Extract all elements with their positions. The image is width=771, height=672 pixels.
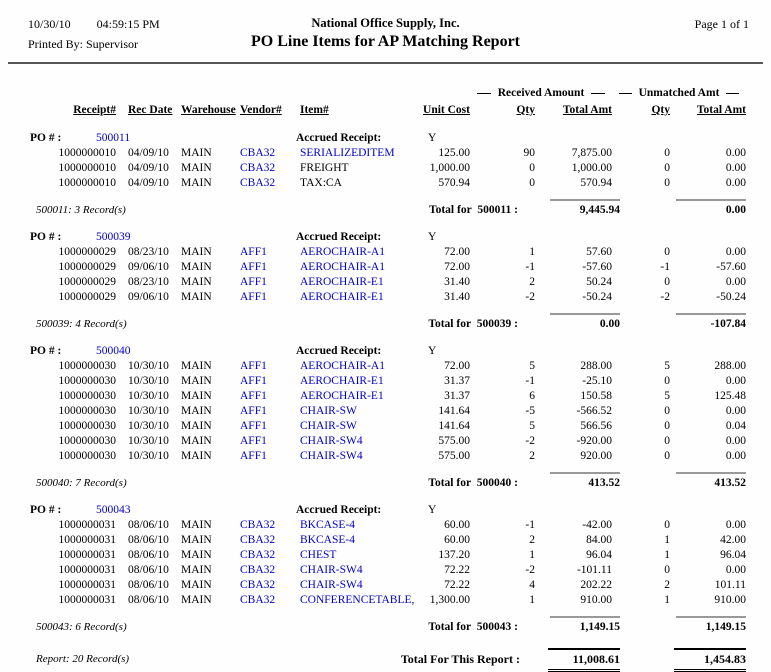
- col-header-rec-date: Rec Date: [128, 104, 173, 116]
- col-header-vendor: Vendor#: [240, 104, 282, 116]
- warehouse-cell: MAIN: [181, 162, 212, 174]
- po-total-unmatched-wrap: [620, 199, 746, 217]
- rec-date-cell: 08/23/10: [128, 276, 169, 288]
- received-total-cell: 96.04: [586, 549, 612, 561]
- po-total-received-wrap: [518, 199, 620, 217]
- unit-cost-cell: 31.37: [444, 375, 470, 387]
- receipt-cell: 1000000030: [58, 390, 116, 402]
- table-row: [28, 563, 746, 578]
- accrued-receipt-value: Y: [428, 132, 437, 144]
- warehouse-cell: MAIN: [181, 435, 212, 447]
- receipt-cell: 1000000029: [58, 276, 116, 288]
- received-total-cell: 7,875.00: [571, 147, 612, 159]
- unmatched-qty-cell: 5: [664, 360, 670, 372]
- unit-cost-cell: 60.00: [444, 519, 470, 531]
- receipt-cell: 1000000031: [58, 549, 116, 561]
- item-link[interactable]: CHAIR-SW: [300, 420, 357, 432]
- vendor-link[interactable]: CBA32: [240, 519, 276, 531]
- receipt-cell: 1000000029: [58, 261, 116, 273]
- received-amount-group-header: Received Amount: [470, 86, 612, 100]
- accrued-receipt-label: Accrued Receipt:: [296, 231, 382, 243]
- unit-cost-cell: 1,000.00: [429, 162, 470, 174]
- vendor-link[interactable]: AFF1: [240, 420, 267, 432]
- unit-cost-cell: 31.40: [444, 276, 470, 288]
- unit-cost-cell: 1,300.00: [429, 594, 470, 606]
- vendor-link[interactable]: CBA32: [240, 534, 276, 546]
- report-record-count: Report: 20 Record(s): [36, 653, 130, 665]
- table-row: [28, 245, 746, 260]
- accrued-receipt-value: Y: [428, 504, 437, 516]
- item-link[interactable]: AEROCHAIR-E1: [300, 291, 384, 303]
- company-name: National Office Supply, Inc.: [311, 16, 460, 30]
- unmatched-qty-cell: 0: [664, 435, 670, 447]
- received-qty-cell: -1: [525, 519, 535, 531]
- table-row: [28, 275, 746, 290]
- rec-date-cell: 10/30/10: [128, 360, 169, 372]
- table-row: [28, 419, 746, 434]
- warehouse-cell: MAIN: [181, 564, 212, 576]
- po-total-row: [28, 612, 746, 634]
- received-qty-cell: 0: [529, 177, 535, 189]
- rec-date-cell: 10/30/10: [128, 375, 169, 387]
- receipt-cell: 1000000030: [58, 360, 116, 372]
- unit-cost-cell: 72.00: [444, 261, 470, 273]
- report-header: [0, 0, 771, 50]
- header-rule: [8, 62, 763, 64]
- printed-by: Printed By: Supervisor: [28, 37, 138, 51]
- po-number-link[interactable]: 500011: [96, 132, 131, 144]
- unmatched-qty-cell: 0: [664, 246, 670, 258]
- rec-date-cell: 09/06/10: [128, 291, 169, 303]
- po-number-link[interactable]: 500043: [96, 504, 131, 516]
- warehouse-cell: MAIN: [181, 261, 212, 273]
- warehouse-cell: MAIN: [181, 450, 212, 462]
- unit-cost-cell: 31.40: [444, 291, 470, 303]
- warehouse-cell: MAIN: [181, 390, 212, 402]
- item-link[interactable]: BKCASE-4: [300, 534, 355, 546]
- unmatched-total-cell: 0.00: [725, 162, 746, 174]
- unit-cost-cell: 570.94: [438, 177, 470, 189]
- received-qty-cell: 4: [529, 579, 535, 591]
- rec-date-cell: 08/06/10: [128, 564, 169, 576]
- po-header-row: [28, 502, 746, 518]
- po-total-unmatched-wrap: [620, 616, 746, 634]
- unit-cost-cell: 575.00: [438, 435, 470, 447]
- receipt-cell: 1000000031: [58, 579, 116, 591]
- warehouse-cell: MAIN: [181, 360, 212, 372]
- receipt-cell: 1000000031: [58, 519, 116, 531]
- received-total-cell: -566.52: [576, 405, 612, 417]
- vendor-link[interactable]: AFF1: [240, 291, 267, 303]
- warehouse-cell: MAIN: [181, 519, 212, 531]
- unmatched-amt-group-header: Unmatched Amt: [612, 86, 746, 100]
- po-number-label: PO # :: [30, 132, 62, 144]
- unit-cost-cell: 125.00: [438, 147, 470, 159]
- po-record-count: 500039: 4 Record(s): [36, 318, 127, 330]
- warehouse-cell: MAIN: [181, 291, 212, 303]
- item-link[interactable]: CHEST: [300, 549, 337, 561]
- col-header-unmatched-qty: Qty: [651, 104, 670, 116]
- receipt-cell: 1000000030: [58, 375, 116, 387]
- unmatched-total-cell: 0.00: [725, 375, 746, 387]
- received-total-cell: 920.00: [580, 450, 612, 462]
- table-row: [28, 176, 746, 191]
- col-header-received-qty: Qty: [516, 104, 535, 116]
- warehouse-cell: MAIN: [181, 375, 212, 387]
- po-header-row: [28, 229, 746, 245]
- unit-cost-cell: 141.64: [438, 405, 470, 417]
- unmatched-qty-cell: -2: [660, 291, 670, 303]
- po-total-received: 413.52: [550, 472, 620, 490]
- rec-date-cell: 10/30/10: [128, 450, 169, 462]
- item-link[interactable]: AEROCHAIR-A1: [300, 246, 385, 258]
- unmatched-total-cell: 0.04: [725, 420, 746, 432]
- po-record-count: 500011: 3 Record(s): [36, 204, 126, 216]
- po-number-label: PO # :: [30, 231, 62, 243]
- received-total-cell: 288.00: [580, 360, 612, 372]
- item-link[interactable]: CHAIR-SW: [300, 405, 357, 417]
- item-cell: TAX:CA: [300, 177, 342, 189]
- warehouse-cell: MAIN: [181, 534, 212, 546]
- receipt-cell: 1000000029: [58, 246, 116, 258]
- item-link[interactable]: CHAIR-SW4: [300, 450, 363, 462]
- received-total-cell: 57.60: [586, 246, 612, 258]
- unmatched-qty-cell: 0: [664, 405, 670, 417]
- item-link[interactable]: BKCASE-4: [300, 519, 355, 531]
- unit-cost-cell: 72.00: [444, 246, 470, 258]
- report-total-unmatched: 1,454.83: [674, 648, 746, 672]
- po-total-label: Total for 500043 :: [428, 621, 518, 633]
- received-total-cell: 570.94: [580, 177, 612, 189]
- received-qty-cell: -1: [525, 375, 535, 387]
- col-header-receipt: Receipt#: [73, 104, 116, 116]
- table-row: [28, 533, 746, 548]
- item-link[interactable]: AEROCHAIR-A1: [300, 360, 385, 372]
- vendor-link[interactable]: AFF1: [240, 261, 267, 273]
- unmatched-total-cell: -50.24: [716, 291, 746, 303]
- vendor-link[interactable]: CBA32: [240, 579, 276, 591]
- rec-date-cell: 08/06/10: [128, 519, 169, 531]
- unmatched-qty-cell: 1: [664, 594, 670, 606]
- unmatched-qty-cell: 0: [664, 450, 670, 462]
- unmatched-total-cell: 0.00: [725, 435, 746, 447]
- rec-date-cell: 04/09/10: [128, 162, 169, 174]
- vendor-link[interactable]: AFF1: [240, 450, 267, 462]
- rec-date-cell: 10/30/10: [128, 420, 169, 432]
- po-header-row: [28, 343, 746, 359]
- unit-cost-cell: 137.20: [438, 549, 470, 561]
- rec-date-cell: 08/23/10: [128, 246, 169, 258]
- rec-date-cell: 08/06/10: [128, 594, 169, 606]
- received-total-cell: -42.00: [582, 519, 612, 531]
- received-total-cell: -50.24: [582, 291, 612, 303]
- unit-cost-cell: 141.64: [438, 420, 470, 432]
- po-total-unmatched: -107.84: [676, 313, 746, 331]
- po-total-label: Total for 500039 :: [428, 318, 518, 330]
- received-total-cell: -101.11: [576, 564, 612, 576]
- received-qty-cell: 6: [529, 390, 535, 402]
- vendor-link[interactable]: AFF1: [240, 435, 267, 447]
- unmatched-qty-cell: 1: [664, 534, 670, 546]
- receipt-cell: 1000000031: [58, 594, 116, 606]
- unmatched-total-cell: 0.00: [725, 177, 746, 189]
- po-number-label: PO # :: [30, 345, 62, 357]
- unmatched-total-cell: 0.00: [725, 519, 746, 531]
- item-link[interactable]: CHAIR-SW4: [300, 435, 363, 447]
- accrued-receipt-label: Accrued Receipt:: [296, 345, 382, 357]
- received-qty-cell: 0: [529, 162, 535, 174]
- unmatched-total-cell: 42.00: [720, 534, 746, 546]
- unmatched-qty-cell: 0: [664, 564, 670, 576]
- po-total-received-wrap: [518, 616, 620, 634]
- accrued-receipt-label: Accrued Receipt:: [296, 504, 382, 516]
- po-total-received-wrap: [518, 313, 620, 331]
- table-row: [28, 449, 746, 464]
- unmatched-total-cell: 125.48: [714, 390, 746, 402]
- received-qty-cell: -1: [525, 261, 535, 273]
- table-row: [28, 146, 746, 161]
- unmatched-total-cell: 0.00: [725, 405, 746, 417]
- vendor-link[interactable]: CBA32: [240, 594, 276, 606]
- unmatched-qty-cell: 1: [664, 549, 670, 561]
- table-row: [28, 260, 746, 275]
- unmatched-total-cell: 0.00: [725, 564, 746, 576]
- unmatched-qty-cell: 0: [664, 147, 670, 159]
- po-record-count: 500043: 6 Record(s): [36, 621, 127, 633]
- unmatched-qty-cell: -1: [660, 261, 670, 273]
- col-header-unmatched-total: Total Amt: [696, 104, 746, 116]
- accrued-receipt-value: Y: [428, 345, 437, 357]
- vendor-link[interactable]: AFF1: [240, 360, 267, 372]
- vendor-link[interactable]: CBA32: [240, 177, 276, 189]
- item-link[interactable]: AEROCHAIR-E1: [300, 375, 384, 387]
- po-total-unmatched-wrap: [620, 472, 746, 490]
- unit-cost-cell: 72.00: [444, 360, 470, 372]
- item-cell: FREIGHT: [300, 162, 349, 174]
- unmatched-total-cell: 0.00: [725, 147, 746, 159]
- vendor-link[interactable]: AFF1: [240, 375, 267, 387]
- po-total-unmatched: 413.52: [676, 472, 746, 490]
- received-total-cell: 150.58: [580, 390, 612, 402]
- unit-cost-cell: 60.00: [444, 534, 470, 546]
- rec-date-cell: 10/30/10: [128, 390, 169, 402]
- table-row: [28, 548, 746, 563]
- unmatched-total-cell: 96.04: [720, 549, 746, 561]
- received-qty-cell: 1: [529, 594, 535, 606]
- warehouse-cell: MAIN: [181, 594, 212, 606]
- received-qty-cell: 90: [523, 147, 535, 159]
- received-total-cell: 50.24: [586, 276, 612, 288]
- vendor-link[interactable]: CBA32: [240, 147, 276, 159]
- po-total-row: [28, 309, 746, 331]
- receipt-cell: 1000000010: [58, 162, 116, 174]
- received-qty-cell: -2: [525, 291, 535, 303]
- rec-date-cell: 10/30/10: [128, 405, 169, 417]
- receipt-cell: 1000000029: [58, 291, 116, 303]
- item-link[interactable]: CHAIR-SW4: [300, 579, 363, 591]
- item-link[interactable]: AEROCHAIR-A1: [300, 261, 385, 273]
- col-header-unit-cost: Unit Cost: [423, 104, 470, 116]
- warehouse-cell: MAIN: [181, 405, 212, 417]
- received-total-cell: -920.00: [576, 435, 612, 447]
- po-total-label: Total for 500011 :: [428, 204, 518, 216]
- po-record-count: 500040: 7 Record(s): [36, 477, 127, 489]
- received-qty-cell: 5: [529, 360, 535, 372]
- received-qty-cell: 5: [529, 420, 535, 432]
- vendor-link[interactable]: CBA32: [240, 162, 276, 174]
- report-total-row: [28, 648, 746, 672]
- received-qty-cell: -2: [525, 435, 535, 447]
- table-row: [28, 389, 746, 404]
- item-link[interactable]: CONFERENCETABLE,: [300, 594, 415, 606]
- rec-date-cell: 08/06/10: [128, 534, 169, 546]
- table-row: [28, 578, 746, 593]
- po-number-link[interactable]: 500039: [96, 231, 131, 243]
- table-row: [28, 593, 746, 608]
- receipt-cell: 1000000030: [58, 435, 116, 447]
- receipt-cell: 1000000010: [58, 147, 116, 159]
- vendor-link[interactable]: CBA32: [240, 549, 276, 561]
- unmatched-qty-cell: 0: [664, 162, 670, 174]
- warehouse-cell: MAIN: [181, 177, 212, 189]
- received-total-cell: 566.56: [580, 420, 612, 432]
- receipt-cell: 1000000031: [58, 564, 116, 576]
- received-qty-cell: 1: [529, 549, 535, 561]
- amount-group-header-row: [28, 86, 746, 100]
- vendor-link[interactable]: AFF1: [240, 405, 267, 417]
- po-total-received-wrap: [518, 472, 620, 490]
- received-total-cell: 1,000.00: [571, 162, 612, 174]
- rec-date-cell: 09/06/10: [128, 261, 169, 273]
- rec-date-cell: 04/09/10: [128, 177, 169, 189]
- po-total-unmatched: 1,149.15: [676, 616, 746, 634]
- unmatched-total-cell: 0.00: [725, 450, 746, 462]
- unmatched-qty-cell: 0: [664, 519, 670, 531]
- po-total-row: [28, 195, 746, 217]
- po-number-label: PO # :: [30, 504, 62, 516]
- item-link[interactable]: CHAIR-SW4: [300, 564, 363, 576]
- item-link[interactable]: AEROCHAIR-E1: [300, 276, 384, 288]
- print-time: 04:59:15 PM: [96, 17, 160, 31]
- po-total-label: Total for 500040 :: [428, 477, 518, 489]
- received-qty-cell: 2: [529, 450, 535, 462]
- page-number: Page 1 of 1: [694, 17, 749, 31]
- po-total-unmatched-wrap: [620, 313, 746, 331]
- received-total-cell: 84.00: [586, 534, 612, 546]
- column-header-row: [28, 103, 746, 118]
- table-row: [28, 434, 746, 449]
- unmatched-qty-cell: 2: [664, 579, 670, 591]
- po-header-row: [28, 130, 746, 146]
- receipt-cell: 1000000031: [58, 534, 116, 546]
- report-title: PO Line Items for AP Matching Report: [250, 33, 520, 50]
- unmatched-total-cell: -57.60: [716, 261, 746, 273]
- warehouse-cell: MAIN: [181, 579, 212, 591]
- table-row: [28, 518, 746, 533]
- table-row: [28, 290, 746, 305]
- unit-cost-cell: 575.00: [438, 450, 470, 462]
- vendor-link[interactable]: CBA32: [240, 564, 276, 576]
- unmatched-total-cell: 0.00: [725, 246, 746, 258]
- received-qty-cell: 2: [529, 276, 535, 288]
- po-total-received: 1,149.15: [550, 616, 620, 634]
- unmatched-total-cell: 101.11: [714, 579, 746, 591]
- received-qty-cell: 2: [529, 534, 535, 546]
- unmatched-qty-cell: 0: [664, 177, 670, 189]
- item-link[interactable]: SERIALIZEDITEM: [300, 147, 395, 159]
- rec-date-cell: 10/30/10: [128, 435, 169, 447]
- vendor-link[interactable]: AFF1: [240, 246, 267, 258]
- po-total-row: [28, 468, 746, 490]
- received-qty-cell: -5: [525, 405, 535, 417]
- col-header-received-total: Total Amt: [562, 104, 612, 116]
- receipt-cell: 1000000010: [58, 177, 116, 189]
- received-qty-cell: 1: [529, 246, 535, 258]
- unit-cost-cell: 72.22: [444, 579, 470, 591]
- unmatched-qty-cell: 5: [664, 390, 670, 402]
- rec-date-cell: 08/06/10: [128, 579, 169, 591]
- unit-cost-cell: 31.37: [444, 390, 470, 402]
- unit-cost-cell: 72.22: [444, 564, 470, 576]
- received-qty-cell: -2: [525, 564, 535, 576]
- warehouse-cell: MAIN: [181, 246, 212, 258]
- unmatched-qty-cell: 0: [664, 375, 670, 387]
- rec-date-cell: 08/06/10: [128, 549, 169, 561]
- report-total-label: Total For This Report :: [400, 652, 520, 666]
- accrued-receipt-label: Accrued Receipt:: [296, 132, 382, 144]
- table-row: [28, 404, 746, 419]
- item-link[interactable]: AEROCHAIR-E1: [300, 390, 384, 402]
- warehouse-cell: MAIN: [181, 147, 212, 159]
- col-header-warehouse: Warehouse: [181, 104, 236, 116]
- received-total-cell: -25.10: [582, 375, 612, 387]
- receipt-cell: 1000000030: [58, 420, 116, 432]
- report-table: [28, 86, 746, 672]
- received-total-cell: 910.00: [580, 594, 612, 606]
- col-header-item: Item#: [300, 104, 329, 116]
- received-total-cell: -57.60: [582, 261, 612, 273]
- po-number-link[interactable]: 500040: [96, 345, 131, 357]
- received-total-cell: 202.22: [580, 579, 612, 591]
- vendor-link[interactable]: AFF1: [240, 276, 267, 288]
- report-total-received: 11,008.61: [548, 648, 620, 672]
- unmatched-qty-cell: 0: [664, 276, 670, 288]
- report-body: [28, 130, 746, 634]
- unmatched-total-cell: 0.00: [725, 276, 746, 288]
- warehouse-cell: MAIN: [181, 420, 212, 432]
- po-total-unmatched: 0.00: [676, 199, 746, 217]
- table-row: [28, 374, 746, 389]
- warehouse-cell: MAIN: [181, 549, 212, 561]
- unmatched-total-cell: 910.00: [714, 594, 746, 606]
- print-date: 10/30/10: [28, 17, 71, 31]
- table-row: [28, 161, 746, 176]
- po-total-received: 0.00: [550, 313, 620, 331]
- rec-date-cell: 04/09/10: [128, 147, 169, 159]
- unmatched-qty-cell: 0: [664, 420, 670, 432]
- warehouse-cell: MAIN: [181, 276, 212, 288]
- table-row: [28, 359, 746, 374]
- receipt-cell: 1000000030: [58, 405, 116, 417]
- po-total-received: 9,445.94: [550, 199, 620, 217]
- vendor-link[interactable]: AFF1: [240, 390, 267, 402]
- receipt-cell: 1000000030: [58, 450, 116, 462]
- accrued-receipt-value: Y: [428, 231, 437, 243]
- unmatched-total-cell: 288.00: [714, 360, 746, 372]
